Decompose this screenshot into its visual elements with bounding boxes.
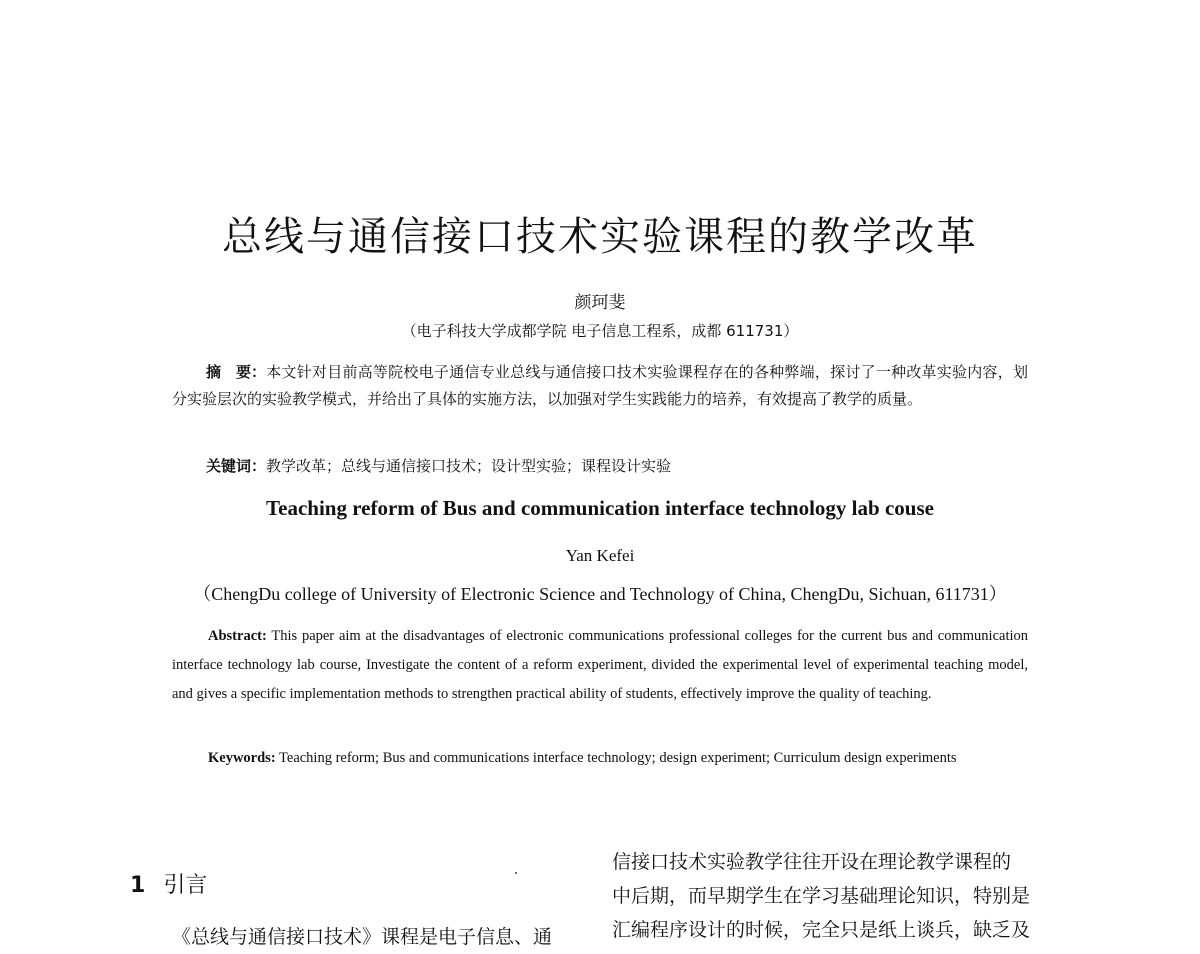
body-right-line: 中后期，而早期学生在学习基础理论知识，特别是 — [612, 885, 1031, 907]
abstract-english-text: This paper aim at the disadvantages of electronic communications professional colleges for the current bus and communication interface technology lab course, Investigate the content of a reform experiment, divided the experimental level of experimental teaching model, and gives a specific implementation methods to strengthen practical ability of students, effectively improve the quality of teaching. — [172, 628, 1028, 702]
abstract-english — [172, 622, 1028, 709]
section-heading-introduction — [130, 868, 207, 899]
section-title: 引言 — [163, 873, 208, 898]
keywords-chinese-text: 教学改革；总线与通信接口技术；设计型实验；课程设计实验 — [266, 457, 672, 475]
title-chinese: 总线与通信接口技术实验课程的教学改革 — [222, 214, 978, 260]
author-chinese: 颜珂斐 — [574, 293, 626, 313]
body-text-left-column: 《总线与通信接口技术》课程是电子信息、通 — [172, 926, 553, 948]
affiliation-chinese: （电子科技大学成都学院 电子信息工程系，成都 611731） — [401, 322, 799, 340]
body-text-right-column — [612, 845, 1062, 947]
affiliation-english: （ChengDu college of University of Electronic Science and Technology of China, ChengDu, Sichuan, 611731） — [193, 584, 1007, 604]
keywords-english-text: Teaching reform; Bus and communications interface technology; design experiment; Curriculum design experiments — [275, 750, 957, 766]
body-right-line: 汇编程序设计的时候，完全只是纸上谈兵，缺乏及 — [612, 919, 1031, 941]
keywords-english-label: Keywords: — [208, 750, 276, 766]
abstract-chinese-label: 摘 要： — [206, 363, 267, 381]
title-english: Teaching reform of Bus and communication interface technology lab couse — [266, 496, 934, 520]
author-english: Yan Kefei — [565, 546, 635, 565]
abstract-english-label: Abstract: — [208, 628, 267, 644]
abstract-chinese-text: 本文针对目前高等院校电子通信专业总线与通信接口技术实验课程存在的各种弊端，探讨了一种改革实验内容，划分实验层次的实验教学模式，并给出了具体的实施方法，以加强对学生实践能力的培养，有效提高了教学的质量。 — [172, 363, 1028, 408]
keywords-chinese — [172, 453, 1028, 480]
section-number: 1 — [130, 873, 146, 898]
keywords-chinese-label: 关键词： — [206, 457, 267, 475]
body-right-line: 信接口技术实验教学往往开设在理论教学课程的 — [612, 851, 1012, 873]
keywords-english — [172, 744, 1028, 773]
stray-dot-mark — [515, 872, 517, 874]
abstract-chinese — [172, 359, 1028, 413]
